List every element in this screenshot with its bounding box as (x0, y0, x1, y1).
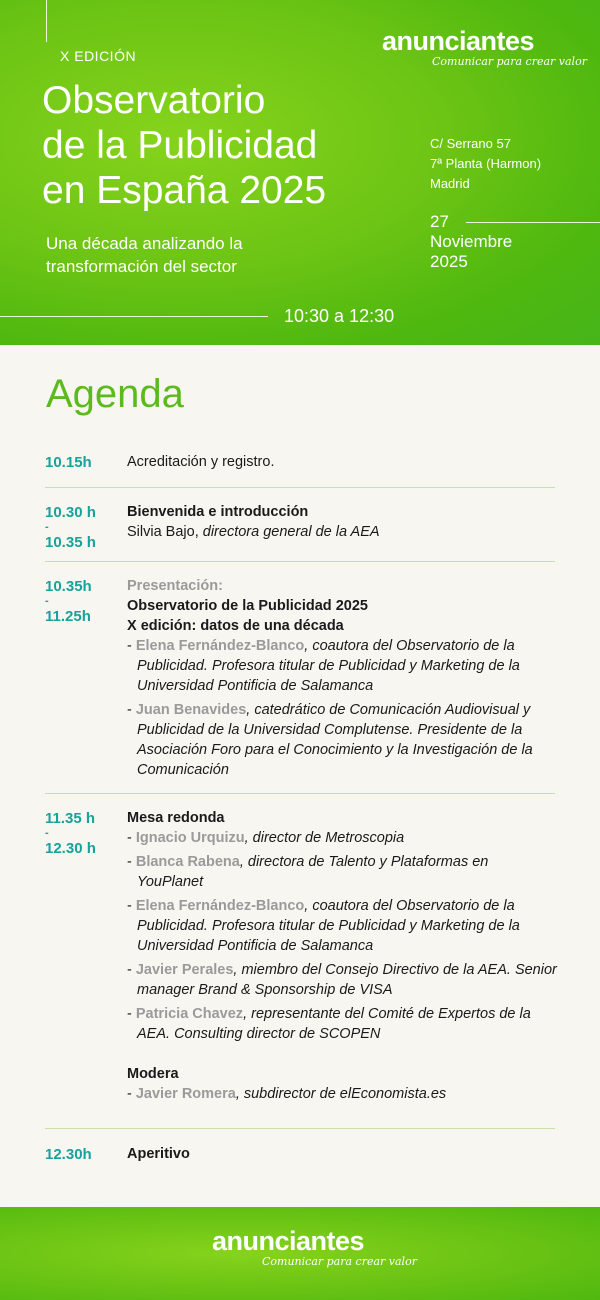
speaker-name: Javier Romera (135, 1086, 236, 1102)
item-prefix: - (127, 898, 136, 914)
address-line: 7ª Planta (Harmon) (430, 156, 542, 171)
decorative-line (46, 0, 47, 42)
time-start: 12.30h (45, 1146, 92, 1163)
speaker-role: directora general de la AEA (202, 524, 380, 540)
speaker-item (127, 1004, 557, 1044)
speaker-name: Patricia Chavez (135, 1006, 244, 1022)
subtitle-line: Una década analizando la (46, 234, 243, 253)
speaker-item (127, 828, 557, 848)
session-time (45, 576, 120, 627)
moderator-heading: Modera (127, 1066, 179, 1082)
item-prefix: - (127, 830, 136, 846)
speaker-item (127, 700, 557, 780)
speaker-item (127, 960, 557, 1000)
time-end: 12.30 h (45, 840, 96, 857)
logo-tagline: Comunicar para crear valor (432, 55, 587, 68)
speaker-name: Blanca Rabena (135, 854, 240, 870)
session-content (127, 502, 557, 542)
footer-banner (0, 1207, 600, 1300)
time-dash: - (45, 521, 49, 533)
divider (45, 487, 555, 488)
time-start: 11.35 h (45, 810, 96, 827)
session-label: Presentación: (127, 578, 223, 594)
anunciantes-logo (212, 1227, 417, 1268)
title-line: de la Publicidad (42, 124, 318, 167)
date-month: Noviembre (430, 232, 513, 251)
time-end: 11.25h (45, 608, 91, 625)
session-time (45, 452, 120, 473)
speaker-item (127, 852, 557, 892)
logo-wordmark: anunciantes (382, 26, 535, 56)
speaker-role: , subdirector de elEconomista.es (235, 1086, 447, 1102)
time-dash: - (45, 827, 49, 839)
event-time: 10:30 a 12:30 (284, 306, 395, 326)
session-content (127, 576, 557, 780)
session-heading: Mesa redonda (127, 810, 225, 826)
time-dash: - (45, 595, 49, 607)
session-subheading: X edición: datos de una década (127, 618, 344, 634)
agenda-title: Agenda (46, 372, 184, 416)
venue-address (430, 134, 541, 194)
edition-label: X EDICIÓN (60, 48, 137, 64)
session-time (45, 808, 120, 859)
session-text: Acreditación y registro. (127, 454, 275, 470)
decorative-line (0, 316, 268, 317)
speaker-name: Javier Perales (135, 962, 234, 978)
speaker-role: , coautora del Observatorio de la Publicidad. Profesora titular de Publicidad y Marketing de la Universidad Pontificia de Salamanca (137, 898, 520, 954)
session-content (127, 452, 557, 472)
session-time (45, 1144, 120, 1165)
item-prefix: - (127, 702, 136, 718)
speaker-name: Silvia Bajo, (127, 524, 199, 540)
subtitle-line: transformación del sector (46, 257, 237, 276)
session-heading: Aperitivo (127, 1146, 190, 1162)
logo-wordmark: anunciantes (212, 1226, 365, 1256)
item-prefix: - (127, 638, 136, 654)
divider (45, 1128, 555, 1129)
address-line: C/ Serrano 57 (430, 136, 511, 151)
anunciantes-logo (382, 27, 587, 68)
divider (45, 793, 555, 794)
title-line: en España 2025 (42, 169, 327, 212)
item-prefix: - (127, 1086, 136, 1102)
speaker-item (127, 636, 557, 696)
session-time (45, 502, 120, 553)
event-date (430, 212, 512, 272)
speaker-name: Elena Fernández-Blanco (135, 638, 305, 654)
divider (45, 561, 555, 562)
session-content (127, 1144, 557, 1164)
speaker-role: , catedrático de Comunicación Audiovisual y Publicidad de la Universidad Complutense. Presidente de la Asociación Foro para el Conocimiento y la Investigación de la Comunicación (137, 702, 533, 778)
session-heading: Observatorio de la Publicidad 2025 (127, 598, 368, 614)
time-start: 10.30 h (45, 504, 96, 521)
session-content (127, 808, 557, 1104)
speaker-role: , miembro del Consejo Directivo de la AEA. Senior manager Brand & Sponsorship de VISA (137, 962, 557, 998)
date-year: 2025 (430, 252, 468, 271)
hero-banner (0, 0, 600, 345)
event-subtitle (46, 232, 243, 278)
speaker-role: , representante del Comité de Expertos de la AEA. Consulting director de SCOPEN (137, 1006, 531, 1042)
address-line: Madrid (430, 176, 470, 191)
session-heading: Bienvenida e introducción (127, 504, 309, 520)
item-prefix: - (127, 1006, 136, 1022)
speaker-name: Juan Benavides (135, 702, 247, 718)
speaker-role: , director de Metroscopia (244, 830, 405, 846)
speaker-role: , coautora del Observatorio de la Publicidad. Profesora titular de Publicidad y Marketing de la Universidad Pontificia de Salamanca (137, 638, 520, 694)
title-line: Observatorio (42, 79, 266, 122)
logo-tagline: Comunicar para crear valor (262, 1255, 417, 1268)
moderator-item (127, 1084, 557, 1104)
item-prefix: - (127, 854, 136, 870)
event-title (42, 78, 326, 213)
speaker (127, 522, 557, 542)
speaker-role: , directora de Talento y Plataformas en YouPlanet (137, 854, 489, 890)
speaker-name: Ignacio Urquizu (135, 830, 245, 846)
time-start: 10.35h (45, 578, 92, 595)
item-prefix: - (127, 962, 136, 978)
time-end: 10.35 h (45, 534, 96, 551)
speaker-name: Elena Fernández-Blanco (135, 898, 305, 914)
date-day: 27 (430, 212, 449, 231)
time-start: 10.15h (45, 454, 92, 471)
speaker-item (127, 896, 557, 956)
